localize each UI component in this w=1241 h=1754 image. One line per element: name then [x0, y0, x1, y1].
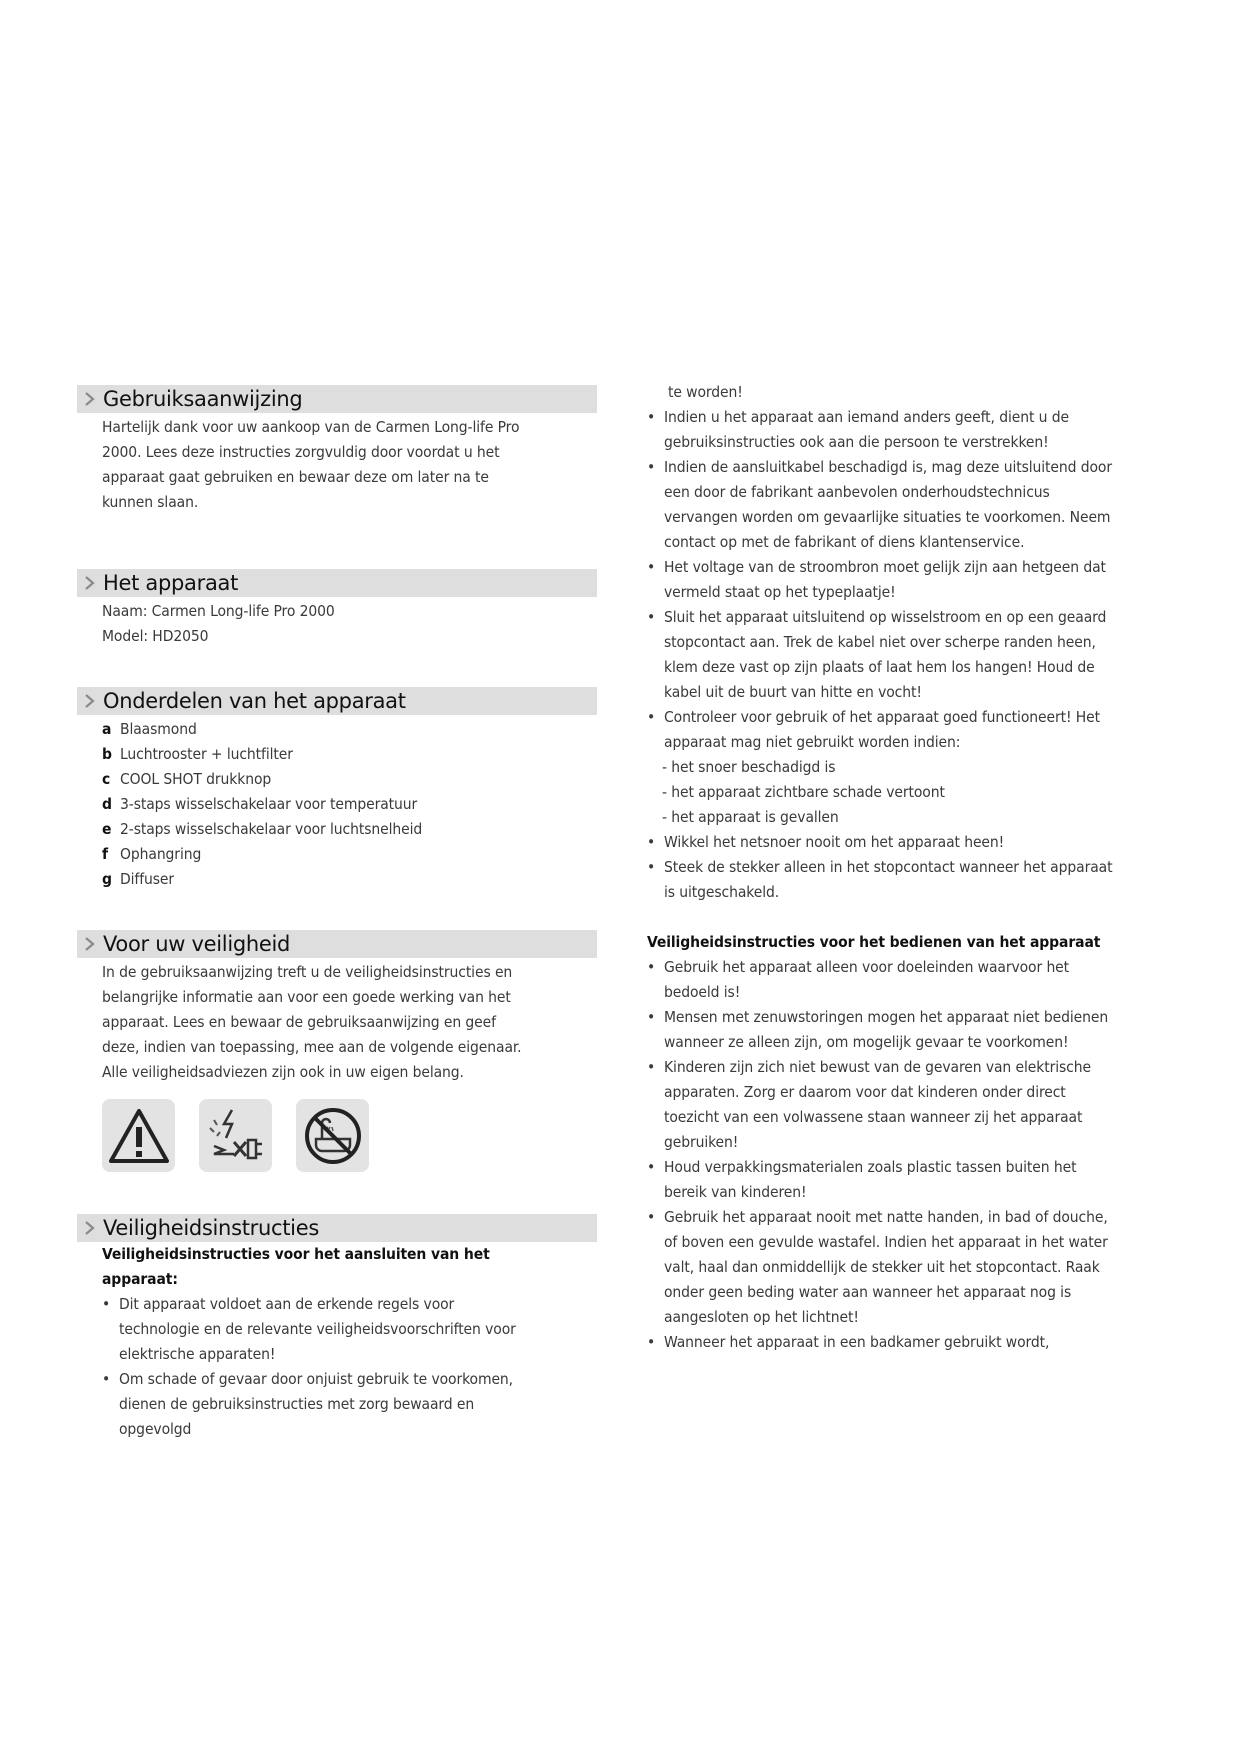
section-veiligheid — [77, 930, 597, 1172]
section-header — [77, 385, 597, 413]
safety-icons — [77, 1099, 597, 1172]
list-item: • Dit apparaat voldoet aan de erkende regels voor technologie en de relevante veiligheidsvoorschriften voor elektrische apparaten! — [102, 1295, 516, 1363]
list-item: b Luchtrooster + luchtfilter — [102, 745, 293, 763]
list-item: • Gebruik het apparaat alleen voor doeleinden waarvoor het bedoeld is! — [647, 958, 1070, 1001]
list-item: • Sluit het apparaat uitsluitend op wisselstroom en op een geaard stopcontact aan. Trek de kabel niet over scherpe randen heen, klem deze vast op zijn plaats of laat hem los hangen! Houd de kabel uit de buurt van hitte en vocht! — [647, 608, 1107, 701]
list-item: - het snoer beschadigd is — [662, 758, 836, 776]
list-item: • Wanneer het apparaat in een badkamer gebruikt wordt, — [647, 1333, 1050, 1351]
section-gebruiksaanwijzing — [77, 385, 597, 515]
list-item: • Mensen met zenuwstoringen mogen het apparaat niet bedienen wanneer ze alleen zijn, om mogelijk gevaar te voorkomen! — [647, 1008, 1109, 1051]
section-title: Het apparaat — [103, 571, 239, 595]
section-title: Veiligheidsinstructies — [103, 1216, 319, 1240]
section-header — [77, 569, 597, 597]
parts-list — [102, 717, 597, 892]
safety-text: In de gebruiksaanwijzing treft u de veiligheidsinstructies en belangrijke informatie aan voor een goede werking van het apparaat. Lees en bewaar de gebruiksaanwijzing en geef deze, indien van toepassing, mee aan de volgende eigenaar. Alle veiligheidsadviezen zijn ook in uw eigen belang. — [102, 963, 522, 1081]
device-info — [77, 599, 597, 649]
section-title: Onderdelen van het apparaat — [103, 689, 406, 713]
section-veiligheidsinstructies — [77, 1214, 597, 1442]
section-header — [77, 687, 597, 715]
intro-text: Hartelijk dank voor uw aankoop van de Carmen Long-life Pro 2000. Lees deze instructies zorgvuldig door voordat u het apparaat gaat gebruiken en bewaar deze om later na te kunnen slaan. — [102, 418, 520, 511]
connection-instructions — [102, 1292, 532, 1442]
connection-instructions-continued — [647, 405, 1117, 755]
list-item: • Indien de aansluitkabel beschadigd is, mag deze uitsluitend door een door de fabrikant aanbevolen onderhoudstechnicus vervangen worden om gevaarlijke situaties te voorkomen. Neem contact op met de fabrikant of diens klantenservice. — [647, 458, 1112, 551]
list-item: • Wikkel het netsnoer nooit om het apparaat heen! — [647, 833, 1005, 851]
list-item: • Het voltage van de stroombron moet gelijk zijn aan hetgeen dat vermeld staat op het typeplaatje! — [647, 558, 1106, 601]
list-item: e 2-staps wisselschakelaar voor luchtsnelheid — [102, 820, 423, 838]
device-model: Model: HD2050 — [102, 627, 209, 645]
list-item: - het apparaat is gevallen — [662, 808, 839, 826]
left-column — [77, 385, 597, 1442]
device-name: Naam: Carmen Long-life Pro 2000 — [102, 602, 335, 620]
list-item: f Ophangring — [102, 845, 202, 863]
warning-triangle-icon — [102, 1099, 175, 1172]
section-onderdelen — [77, 687, 597, 892]
list-item: • Houd verpakkingsmaterialen zoals plastic tassen buiten het bereik van kinderen! — [647, 1158, 1077, 1201]
subsection-title: Veiligheidsinstructies voor het aansluiten van het apparaat: — [102, 1245, 490, 1288]
continued-text: te worden! — [668, 383, 743, 401]
section-title: Voor uw veiligheid — [103, 932, 291, 956]
chevron-right-icon — [77, 936, 103, 952]
list-item: • Indien u het apparaat aan iemand anders geeft, dient u de gebruiksinstructies ook aan die persoon te verstrekken! — [647, 408, 1069, 451]
condition-list — [647, 755, 1117, 830]
list-item: g Diffuser — [102, 870, 175, 888]
electric-shock-water-icon — [199, 1099, 272, 1172]
section-het-apparaat — [77, 569, 597, 649]
operating-instructions — [647, 955, 1117, 1355]
list-item: • Om schade of gevaar door onjuist gebruik te voorkomen, dienen de gebruiksinstructies met zorg bewaard en opgevolgd — [102, 1370, 513, 1438]
list-item: • Steek de stekker alleen in het stopcontact wanneer het apparaat is uitgeschakeld. — [647, 858, 1113, 901]
chevron-right-icon — [77, 391, 103, 407]
section-header — [77, 930, 597, 958]
list-item: a Blaasmond — [102, 720, 197, 738]
subsection-title: Veiligheidsinstructies voor het bedienen van het apparaat — [647, 933, 1101, 951]
section-header — [77, 1214, 597, 1242]
no-bath-icon — [296, 1099, 369, 1172]
list-item: • Kinderen zijn zich niet bewust van de gevaren van elektrische apparaten. Zorg er daarom voor dat kinderen onder direct toezicht van een volwassene staan wanneer zij het apparaat gebruiken! — [647, 1058, 1091, 1151]
list-item: • Gebruik het apparaat nooit met natte handen, in bad of douche, of boven een gevulde wastafel. Indien het apparaat in het water valt, haal dan onmiddellijk de stekker uit het stopcontact. Raak onder geen beding water aan wanneer het apparaat nog is aangesloten op het lichtnet! — [647, 1208, 1108, 1326]
right-column — [647, 380, 1117, 1355]
list-item: • Controleer voor gebruik of het apparaat goed functioneert! Het apparaat mag niet gebruikt worden indien: — [647, 708, 1100, 751]
section-title: Gebruiksaanwijzing — [103, 387, 303, 411]
list-item: - het apparaat zichtbare schade vertoont — [662, 783, 945, 801]
chevron-right-icon — [77, 575, 103, 591]
list-item: c COOL SHOT drukknop — [102, 770, 272, 788]
chevron-right-icon — [77, 693, 103, 709]
list-item: d 3-staps wisselschakelaar voor temperatuur — [102, 795, 418, 813]
chevron-right-icon — [77, 1220, 103, 1236]
